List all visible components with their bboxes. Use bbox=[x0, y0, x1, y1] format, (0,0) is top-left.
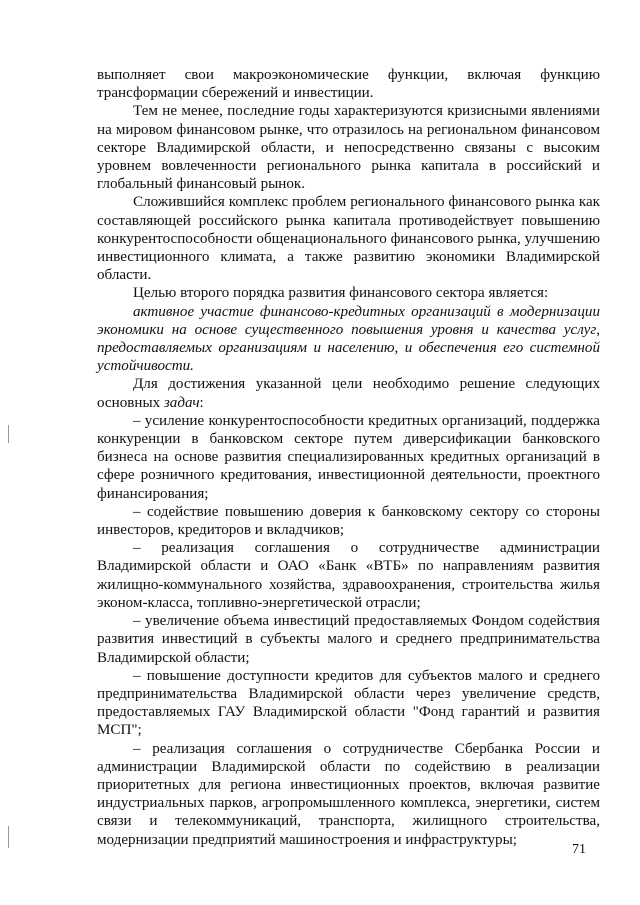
paragraph-goal-heading: Целью второго порядка развития финансового сектора является: bbox=[133, 285, 549, 302]
task-item-3: – реализация соглашения о сотрудничестве администрации Владимирской области и ОАО «Банк «ВТБ» по направлениям развития жилищно-коммунального хозяйства, здравоохранения, строительства жилья эконом-класса, топливно-энергетической отрасли; bbox=[97, 540, 600, 611]
paragraph-tasks-intro bbox=[97, 375, 600, 411]
task-item-2: – содействие повышению доверия к банковскому сектору со стороны инвесторов, кредиторов и вкладчиков; bbox=[97, 503, 600, 539]
tasks-intro-italic-word: задач bbox=[163, 394, 200, 411]
paragraph-goal-statement: активное участие финансово-кредитных организаций в модернизации экономики на основе существенного повышения уровня и качества услуг, предоставляемых организациям и населению, и обеспечения его системной устойчивости. bbox=[97, 303, 600, 375]
tasks-intro-text: Для достижения указанной цели необходимо решение следующих основных bbox=[97, 376, 600, 411]
task-item-6: – реализация соглашения о сотрудничестве Сбербанка России и администрации Владимирской области по содействию в реализации приоритетных для региона инвестиционных проектов, включая развитие индустриальных парков, агропромышленного комплекса, энергетики, систем связи и телекоммуникаций, транспорта, жилищного строительства, модернизации предприятий машиностроения и инфраструктуры; bbox=[97, 740, 600, 848]
task-item-1: – усиление конкурентоспособности кредитных организаций, поддержка конкуренции в банковском секторе путем диверсификации банковского бизнеса на основе развития специализированных кредитных организаций в сфере розничного кредитования, инвестиционной деятельности, проектного финансирования; bbox=[97, 412, 600, 502]
paragraph-problems: Сложившийся комплекс проблем регионального финансового рынка как составляющей российского рынка капитала противодействует повышению конкурентоспособности общенационального финансового рынка, улучшению инвестиционного климата, а также развитию экономики Владимирской области. bbox=[97, 194, 600, 284]
paragraph-intro: выполняет свои макроэкономические функции, включая функцию трансформации сбережений и инвестиции. bbox=[97, 67, 600, 102]
scan-edge-mark bbox=[8, 425, 9, 443]
scan-edge-mark bbox=[8, 826, 9, 848]
paragraph-crisis: Тем не менее, последние годы характеризуются кризисными явлениями на мировом финансовом рынке, что отразилось на региональном финансовом секторе Владимирской области, и непосредственно связаны с высоким уровнем вовлеченности регионального рынка капитала в российский и глобальный финансовый рынок. bbox=[97, 103, 600, 193]
tasks-intro-colon: : bbox=[199, 394, 204, 411]
page-number: 71 bbox=[572, 842, 586, 857]
task-item-4: – увеличение объема инвестиций предоставляемых Фондом содействия развития инвестиций в субъекты малого и среднего предпринимательства Владимирской области; bbox=[97, 613, 600, 666]
task-item-5: – повышение доступности кредитов для субъектов малого и среднего предпринимательства Владимирской области через увеличение средств, предоставляемых ГАУ Владимирской области "Фонд гарантий и развития МСП"; bbox=[97, 667, 600, 739]
body-text bbox=[97, 66, 600, 849]
